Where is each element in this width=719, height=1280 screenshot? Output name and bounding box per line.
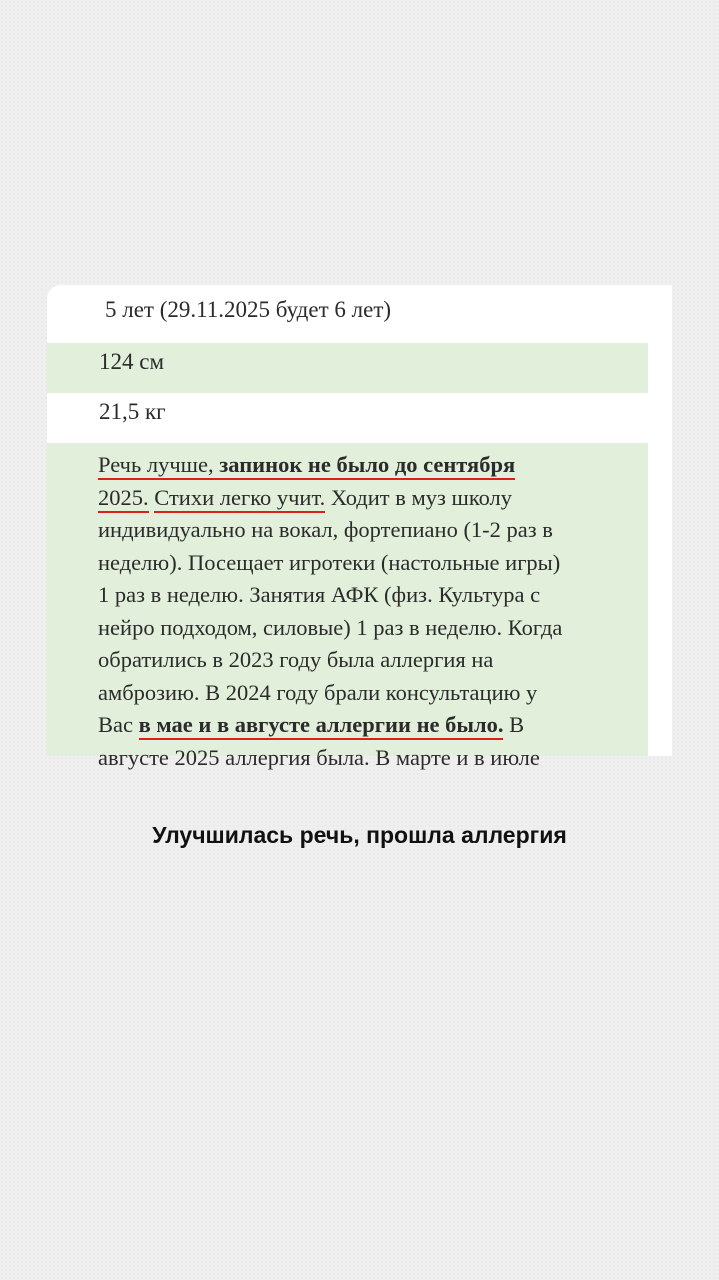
underlined-phrase: 2025. — [98, 485, 149, 513]
age-text: 5 лет (29.11.2025 будет 6 лет) — [105, 297, 392, 322]
row-age — [47, 285, 648, 343]
notes-line — [98, 709, 562, 742]
notes-line — [98, 482, 562, 515]
notes-line: августе 2025 аллергия была. В марте и в июле — [98, 744, 540, 770]
notes-line: нейро подходом, силовые) 1 раз в неделю. Когда — [98, 614, 563, 640]
notes-fragment: В — [503, 712, 525, 737]
notes-line: неделю). Посещает игротеки (настольные игры) — [98, 549, 561, 575]
notes-fragment: Вас — [98, 712, 139, 737]
notes-line: индивидуально на вокал, фортепиано (1-2 раз в — [98, 517, 553, 542]
notes-line: амброзию. В 2024 году брали консультацию у — [98, 679, 538, 705]
height-text: 124 см — [99, 349, 165, 374]
row-notes — [47, 443, 648, 770]
document-card — [47, 285, 672, 770]
notes-text — [98, 449, 562, 774]
notes-line: 1 раз в неделю. Занятия АФК (физ. Культура с — [98, 582, 541, 607]
story-caption: Улучшилась речь, прошла аллергия — [152, 822, 567, 848]
card-right-margin — [648, 285, 672, 756]
weight-text: 21,5 кг — [99, 399, 166, 424]
underlined-phrase: в мае и в августе аллергии не было. — [139, 712, 504, 740]
notes-fragment: Ходит в муз школу — [325, 484, 513, 510]
underlined-phrase — [98, 452, 515, 480]
notes-bold-fragment: запинок не было до сентября — [219, 452, 516, 477]
row-weight — [47, 393, 648, 443]
underlined-phrase: Стихи легко учит. — [154, 485, 325, 513]
notes-line — [98, 449, 562, 482]
notes-line: обратились в 2023 году была аллергия на — [98, 647, 494, 672]
notes-fragment: Речь лучше, — [98, 452, 220, 477]
row-height — [47, 343, 648, 393]
